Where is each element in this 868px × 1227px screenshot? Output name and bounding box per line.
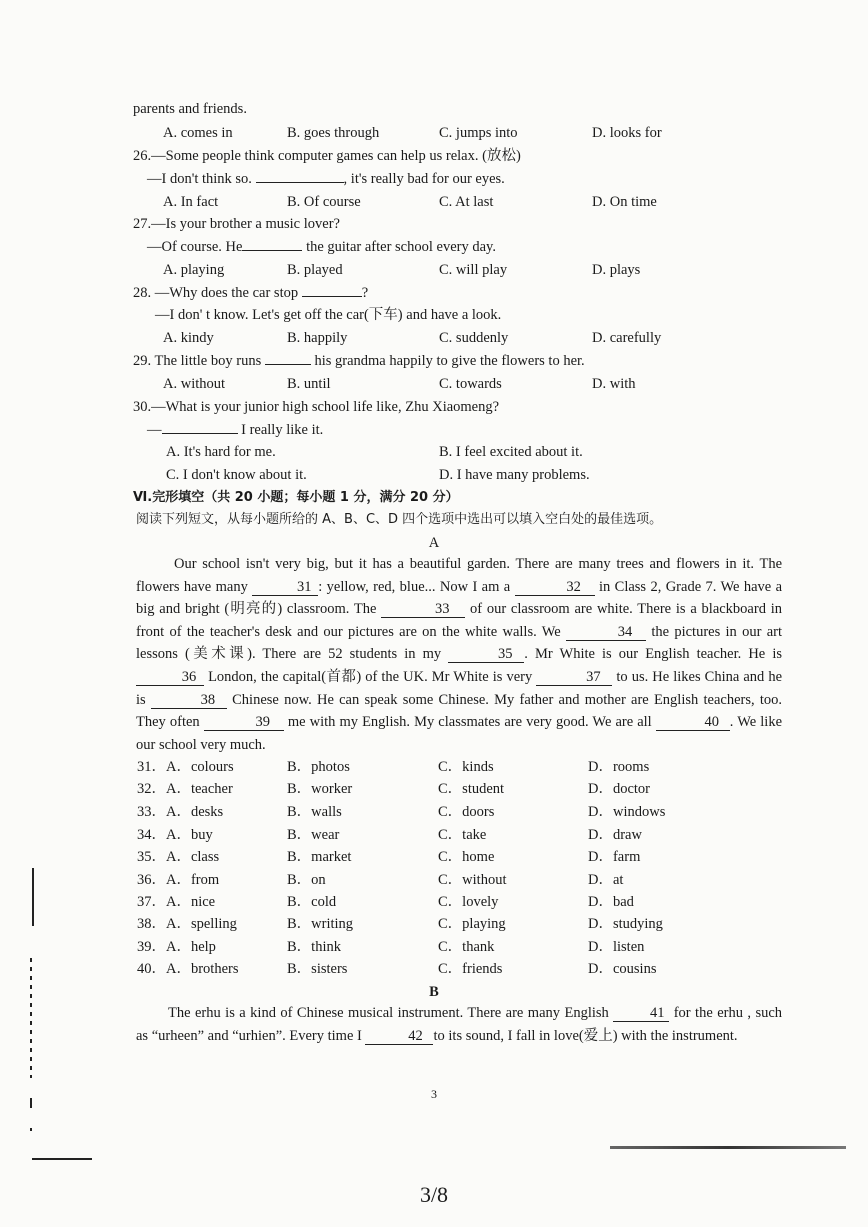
scan-mark-left-4 <box>30 1128 32 1131</box>
cloze-35-option-b[interactable]: B．market <box>287 849 352 865</box>
q27-option-b[interactable]: B. played <box>287 262 343 278</box>
q27-option-a[interactable]: A. playing <box>163 262 225 278</box>
cloze-32-option-c[interactable]: C．student <box>438 781 505 797</box>
q29-option-b[interactable]: B. until <box>287 376 331 392</box>
blank-40[interactable]: 40 <box>656 714 730 731</box>
q28-reply: —I don' t know. Let's get off the car(下车) and have a look. <box>155 307 502 323</box>
cloze-40-option-d[interactable]: D．cousins <box>588 961 657 977</box>
passage-b-text-3: to its sound, I fall in love(爱上) with the instrument. <box>433 1027 738 1044</box>
q27-reply-start: —Of course. He <box>147 239 243 255</box>
q30-option-c[interactable]: C. I don't know about it. <box>166 467 307 483</box>
passage-b-text-1: The erhu is a kind of Chinese musical instrument. There are many English <box>168 1005 609 1021</box>
cloze-34-option-b[interactable]: B．wear <box>287 827 340 843</box>
blank-31[interactable]: 31 <box>252 579 318 596</box>
blank-41[interactable]: 41 <box>613 1005 669 1022</box>
page-number: 3 <box>431 1087 437 1101</box>
blank-38[interactable]: 38 <box>151 692 227 709</box>
passage-b <box>136 1002 782 1047</box>
q28-blank[interactable] <box>302 296 362 297</box>
cloze-40-option-c[interactable]: C．friends <box>438 961 503 977</box>
q26-option-c[interactable]: C. At last <box>439 194 494 210</box>
cloze-38-option-b[interactable]: B．writing <box>287 916 354 932</box>
q26-blank[interactable] <box>256 182 344 183</box>
q26-option-b[interactable]: B. Of course <box>287 194 361 210</box>
cloze-31-option-a[interactable]: 31．A．colours <box>137 759 234 775</box>
passage-a-text-4: of our classroom are white. There is a blackboard in front of the teacher's desk and our pictures are on the white walls. We <box>136 601 783 640</box>
q27-option-c[interactable]: C. will play <box>439 262 508 278</box>
q25-option-a[interactable]: A. comes in <box>163 125 233 141</box>
q25-option-b[interactable]: B. goes through <box>287 125 380 141</box>
scan-mark-left-5 <box>32 1158 92 1160</box>
cloze-35-option-a[interactable]: 35．A．class <box>137 849 220 865</box>
blank-32[interactable]: 32 <box>515 579 595 596</box>
cloze-36-option-c[interactable]: C．without <box>438 872 507 888</box>
cloze-36-option-a[interactable]: 36．A．from <box>137 872 220 888</box>
cloze-34-option-d[interactable]: D．draw <box>588 827 642 843</box>
q28-prompt-start: 28. —Why does the car stop <box>133 285 299 301</box>
cloze-39-option-a[interactable]: 39．A．help <box>137 939 216 955</box>
blank-34[interactable]: 34 <box>566 624 646 641</box>
cloze-32-option-a[interactable]: 32．A．teacher <box>137 781 233 797</box>
cloze-34-option-c[interactable]: C．take <box>438 827 487 843</box>
q29-prompt-start: 29. The little boy runs <box>133 353 262 369</box>
blank-37[interactable]: 37 <box>536 669 612 686</box>
passage-a-text-11: . We like our school very much. <box>136 714 783 753</box>
q25-option-d[interactable]: D. looks for <box>592 125 662 141</box>
q25-option-c[interactable]: C. jumps into <box>439 125 518 141</box>
q28-prompt <box>133 283 368 303</box>
q30-option-b[interactable]: B. I feel excited about it. <box>439 444 583 460</box>
passage-b-body <box>136 1002 782 1047</box>
cloze-37-option-c[interactable]: C．lovely <box>438 894 499 910</box>
q26-option-a[interactable]: A. In fact <box>163 194 219 210</box>
cloze-34-option-a[interactable]: 34．A．buy <box>137 827 213 843</box>
q26-reply-end: , it's really bad for our eyes. <box>343 171 505 187</box>
q26-prompt: 26.—Some people think computer games can help us relax. (放松) <box>133 148 521 164</box>
passage-a-text-8: to us. He likes China and he is <box>136 668 783 708</box>
q30-option-d[interactable]: D. I have many problems. <box>439 467 590 483</box>
q29-option-a[interactable]: A. without <box>163 376 226 392</box>
q29-option-c[interactable]: C. towards <box>439 376 502 392</box>
q29-prompt-end: his grandma happily to give the flowers to her. <box>314 353 585 369</box>
q29-blank[interactable] <box>265 364 311 365</box>
cloze-33-option-c[interactable]: C．doors <box>438 804 495 820</box>
q27-blank[interactable] <box>242 250 302 251</box>
passage-a-text-3: in Class 2, Grade 7. We have a big and bright (明亮的) classroom. The <box>136 578 783 618</box>
cloze-39-option-c[interactable]: C．thank <box>438 939 495 955</box>
cloze-31-option-b[interactable]: B．photos <box>287 759 350 775</box>
q28-option-c[interactable]: C. suddenly <box>439 330 509 346</box>
cloze-37-option-a[interactable]: 37．A．nice <box>137 894 216 910</box>
passage-a-text-6: . Mr White is our English teacher. He is <box>524 646 783 663</box>
cloze-38-option-c[interactable]: C．playing <box>438 916 506 932</box>
blank-33[interactable]: 33 <box>381 601 465 618</box>
q27-reply-end: the guitar after school every day. <box>306 239 496 255</box>
scan-mark-left-1 <box>32 868 34 926</box>
q26-reply <box>147 169 505 189</box>
cloze-32-option-d[interactable]: D．doctor <box>588 781 651 797</box>
q27-option-d[interactable]: D. plays <box>592 262 641 278</box>
passage-a-label: A <box>428 535 440 551</box>
q29-option-d[interactable]: D. with <box>592 376 636 392</box>
passage-a <box>136 553 782 756</box>
q28-option-d[interactable]: D. carefully <box>592 330 662 346</box>
cloze-38-option-d[interactable]: D．studying <box>588 916 663 932</box>
cloze-37-option-b[interactable]: B．cold <box>287 894 337 910</box>
cloze-31-option-d[interactable]: D．rooms <box>588 759 650 775</box>
scan-mark-right <box>610 1146 846 1149</box>
blank-39[interactable]: 39 <box>204 714 284 731</box>
q26-option-d[interactable]: D. On time <box>592 194 657 210</box>
q27-reply <box>147 237 496 257</box>
scan-mark-left-3 <box>30 1098 32 1108</box>
cloze-40-option-b[interactable]: B．sisters <box>287 961 348 977</box>
q26-reply-start: —I don't think so. <box>147 171 252 187</box>
cloze-40-option-a[interactable]: 40．A．brothers <box>137 961 239 977</box>
cloze-35-option-d[interactable]: D．farm <box>588 849 641 865</box>
q30-prompt: 30.—What is your junior high school life like, Zhu Xiaomeng? <box>133 399 500 415</box>
cloze-35-option-c[interactable]: C．home <box>438 849 495 865</box>
cloze-33-option-d[interactable]: D．windows <box>588 804 666 820</box>
section-6-instruction: 阅读下列短文，从每小题所给的 A、B、C、D 四个选项中选出可以填入空白处的最佳选项。 <box>136 512 663 527</box>
blank-42[interactable]: 42 <box>365 1028 433 1045</box>
cloze-33-option-b[interactable]: B．walls <box>287 804 342 820</box>
cloze-37-option-d[interactable]: D．bad <box>588 894 634 910</box>
q28-prompt-end: ? <box>361 285 369 301</box>
cloze-39-option-d[interactable]: D．listen <box>588 939 645 955</box>
blank-36[interactable]: 36 <box>136 669 204 686</box>
cloze-39-option-b[interactable]: B．think <box>287 939 341 955</box>
passage-a-text-9: Chinese now. He can speak some Chinese. My father and mother are English teachers, too. They often <box>136 691 782 731</box>
q30-reply <box>147 420 323 440</box>
q28-option-b[interactable]: B. happily <box>287 330 348 346</box>
q27-prompt: 27.—Is your brother a music lover? <box>133 216 340 232</box>
cloze-31-option-c[interactable]: C．kinds <box>438 759 494 775</box>
passage-b-text-2: for the erhu , such as “urheen” and “urhien”. Every time I <box>136 1005 783 1044</box>
passage-a-text-7: London, the capital(首都) of the UK. Mr White is very <box>208 668 533 685</box>
passage-a-body <box>136 553 782 756</box>
page-counter: 3/8 <box>419 1182 449 1207</box>
passage-tail-line: parents and friends. <box>133 101 247 117</box>
cloze-36-option-b[interactable]: B．on <box>287 872 326 888</box>
q30-reply-end: I really like it. <box>241 422 324 438</box>
q30-blank[interactable] <box>162 433 238 434</box>
cloze-36-option-d[interactable]: D．at <box>588 872 624 888</box>
passage-a-text-1: Our school isn't very big, but it has a beautiful garden. There are many trees and flowers in it. The flowers have many <box>136 556 782 595</box>
passage-a-text-2: : yellow, red, blue... Now I am a <box>318 578 511 595</box>
q28-option-a[interactable]: A. kindy <box>163 330 214 346</box>
cloze-38-option-a[interactable]: 38．A．spelling <box>137 916 237 932</box>
q30-option-a[interactable]: A. It's hard for me. <box>166 444 276 460</box>
section-6-heading: Ⅵ.完形填空（共 20 小题；每小题 1 分，满分 20 分） <box>133 490 459 505</box>
blank-35[interactable]: 35 <box>448 646 524 663</box>
q29-prompt <box>133 351 585 371</box>
cloze-32-option-b[interactable]: B．worker <box>287 781 353 797</box>
passage-b-label: B <box>429 984 439 1000</box>
cloze-33-option-a[interactable]: 33．A．desks <box>137 804 224 820</box>
q30-reply-start: — <box>147 422 162 438</box>
passage-a-text-10: me with my English. My classmates are very good. We are all <box>287 714 652 731</box>
passage-a-text-5: the pictures in our art lessons (美术课). There are 52 students in my <box>136 623 783 663</box>
scan-mark-left-2 <box>30 958 32 1078</box>
